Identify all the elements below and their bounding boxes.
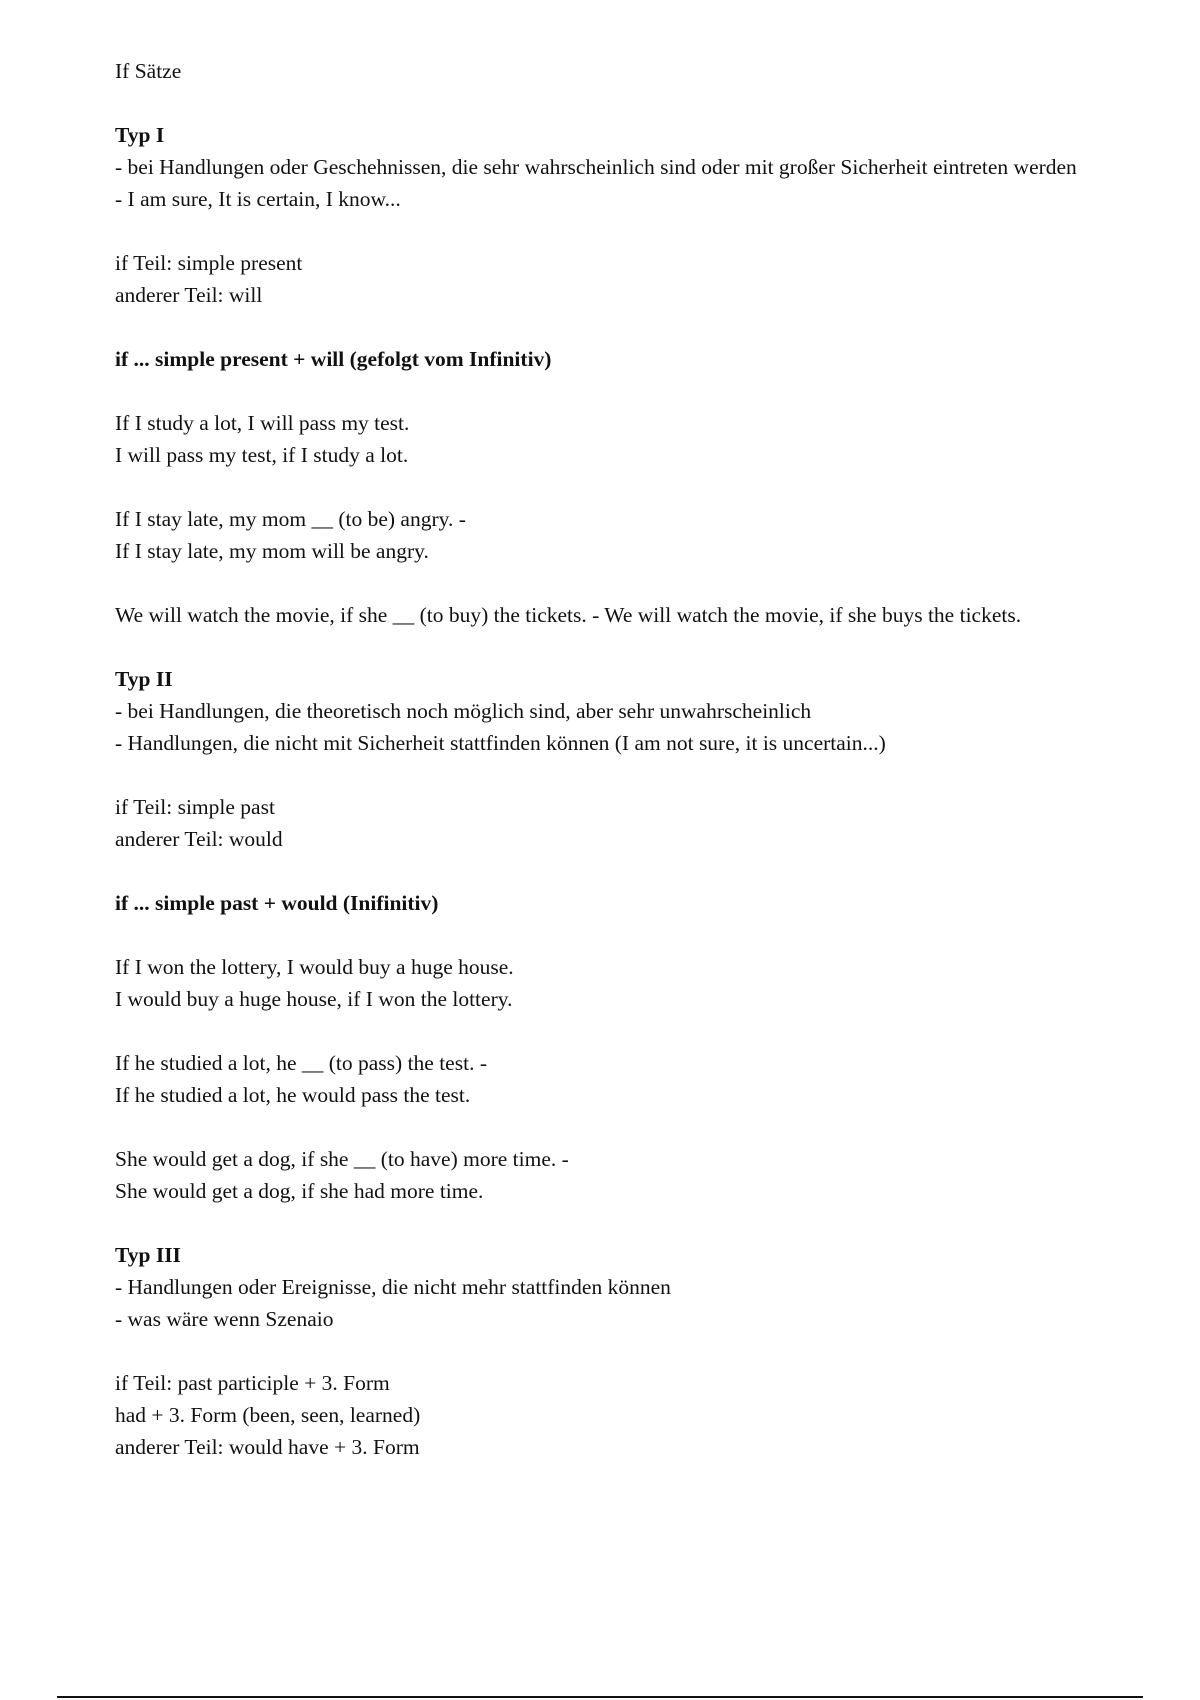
typ-3-if-part-detail: had + 3. Form (been, seen, learned) xyxy=(115,1403,421,1427)
spacer xyxy=(115,567,1145,599)
typ-3-other-part: anderer Teil: would have + 3. Form xyxy=(115,1435,420,1459)
typ-1-other-part: anderer Teil: will xyxy=(115,283,263,307)
typ-1-exercise-1-answer: If I stay late, my mom will be angry. xyxy=(115,539,429,563)
typ-1-formula: if ... simple present + will (gefolgt vom Infinitiv) xyxy=(115,347,552,371)
section-heading-typ-1: Typ I xyxy=(115,123,165,147)
typ-2-bullet-1: - bei Handlungen, die theoretisch noch möglich sind, aber sehr unwahrscheinlich xyxy=(115,699,812,723)
spacer xyxy=(115,855,1145,887)
typ-1-bullet-2: - I am sure, It is certain, I know... xyxy=(115,187,401,211)
typ-1-exercise-2: We will watch the movie, if she __ (to buy) the tickets. - We will watch the movie, if she buys the tickets. xyxy=(115,603,1022,627)
typ-3-bullet-2: - was wäre wenn Szenaio xyxy=(115,1307,334,1331)
spacer xyxy=(115,1015,1145,1047)
spacer xyxy=(115,471,1145,503)
spacer xyxy=(115,919,1145,951)
spacer xyxy=(115,311,1145,343)
typ-1-exercise-1-question: If I stay late, my mom __ (to be) angry. - xyxy=(115,507,466,531)
spacer xyxy=(115,375,1145,407)
typ-2-exercise-2-question: She would get a dog, if she __ (to have) more time. - xyxy=(115,1147,569,1171)
section-heading-typ-2: Typ II xyxy=(115,667,173,691)
typ-2-if-part: if Teil: simple past xyxy=(115,795,275,819)
typ-2-exercise-1-answer: If he studied a lot, he would pass the test. xyxy=(115,1083,471,1107)
typ-2-formula: if ... simple past + would (Inifinitiv) xyxy=(115,891,439,915)
spacer xyxy=(115,1111,1145,1143)
typ-1-example-2: I will pass my test, if I study a lot. xyxy=(115,443,409,467)
spacer xyxy=(115,215,1145,247)
typ-2-exercise-2-answer: She would get a dog, if she had more time. xyxy=(115,1179,484,1203)
section-heading-typ-3: Typ III xyxy=(115,1243,181,1267)
typ-1-example-1: If I study a lot, I will pass my test. xyxy=(115,411,410,435)
typ-3-bullet-1: - Handlungen oder Ereignisse, die nicht mehr stattfinden können xyxy=(115,1275,671,1299)
spacer xyxy=(115,1207,1145,1239)
spacer xyxy=(115,87,1145,119)
typ-2-example-1: If I won the lottery, I would buy a huge house. xyxy=(115,955,514,979)
typ-3-if-part: if Teil: past participle + 3. Form xyxy=(115,1371,390,1395)
spacer xyxy=(115,759,1145,791)
typ-1-bullet-1: - bei Handlungen oder Geschehnissen, die sehr wahrscheinlich sind oder mit großer Sicherheit eintreten werden xyxy=(115,155,1077,179)
typ-1-if-part: if Teil: simple present xyxy=(115,251,303,275)
typ-2-bullet-2: - Handlungen, die nicht mit Sicherheit stattfinden können (I am not sure, it is uncertain...) xyxy=(115,731,886,755)
page-bottom-rule xyxy=(57,1696,1143,1698)
spacer xyxy=(115,1335,1145,1367)
typ-2-exercise-1-question: If he studied a lot, he __ (to pass) the test. - xyxy=(115,1051,487,1075)
typ-2-other-part: anderer Teil: would xyxy=(115,827,283,851)
document-body xyxy=(115,55,1145,1463)
typ-2-example-2: I would buy a huge house, if I won the lottery. xyxy=(115,987,513,1011)
document-title: If Sätze xyxy=(115,59,182,83)
spacer xyxy=(115,631,1145,663)
